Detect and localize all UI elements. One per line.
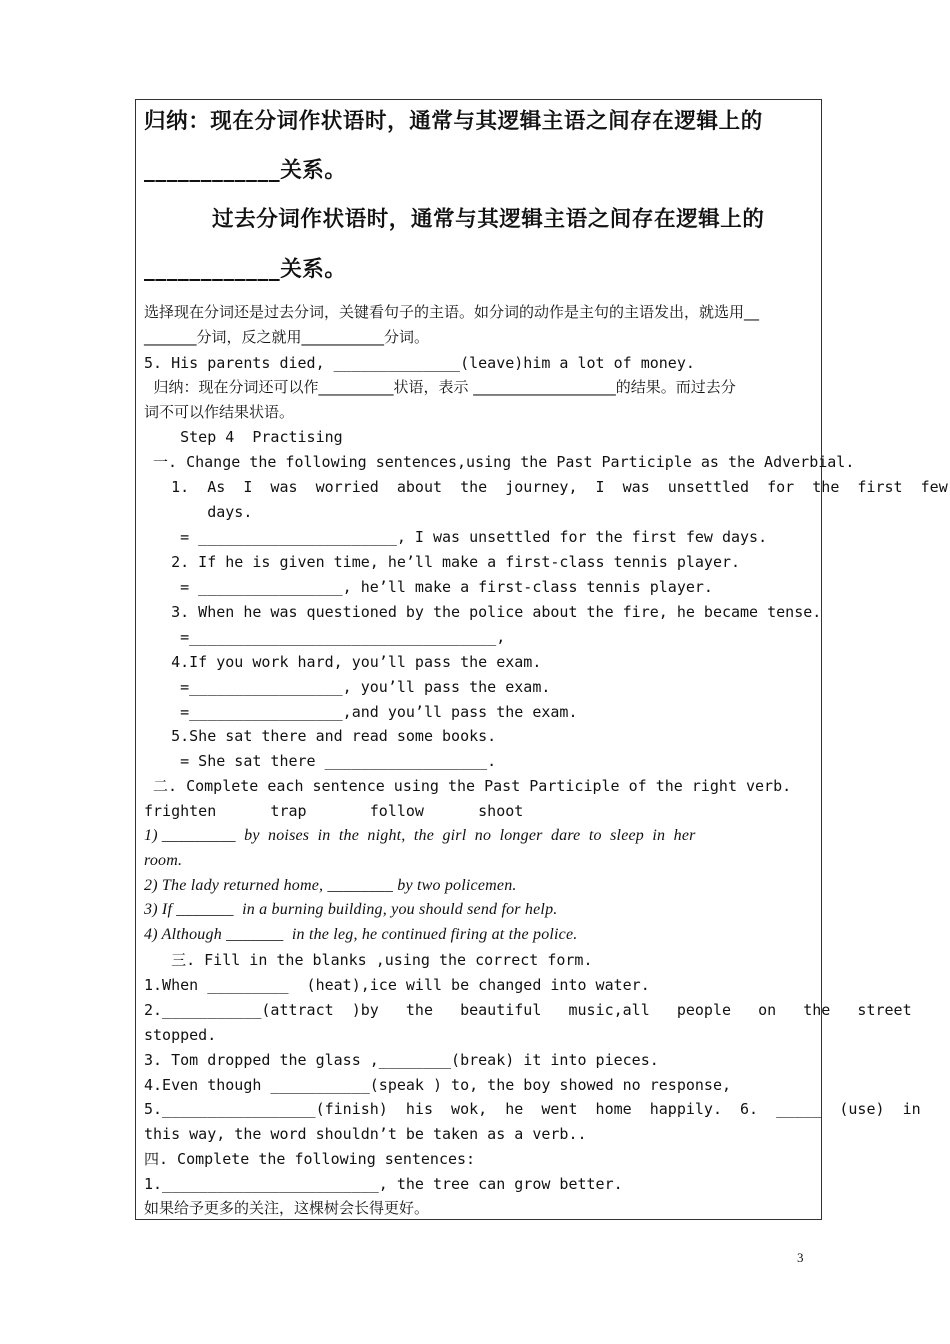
part3-line: 1.When _________ (heat),ice will be changed into water. <box>144 976 650 994</box>
part2-heading: 二. Complete each sentence using the Past Participle of the right verb. <box>144 777 792 795</box>
part2-line: 4) Although _______ in the leg, he continued firing at the police. <box>144 926 578 943</box>
part3-line: this way, the word shouldn’t be taken as a verb.. <box>144 1125 587 1143</box>
part4-line-2: 如果给予更多的关注，这棵树会长得更好。 <box>144 1199 430 1217</box>
part1-line: = She sat there __________________. <box>144 752 497 770</box>
part2-line: 3) If _______ in a burning building, you should send for help. <box>144 901 558 918</box>
rule-line-2: _______分词，反之就用___________分词。 <box>144 328 430 346</box>
part3-heading: 三. Fill in the blanks ,using the correct form. <box>144 951 593 969</box>
part1-line: 3. When he was questioned by the police about the fire, he became tense. <box>144 603 822 621</box>
part1-line: =_________________, you’ll pass the exam. <box>144 678 551 696</box>
part2-line: 1) _________ by noises in the night, the girl no longer dare to sleep in her <box>144 827 696 844</box>
part1-line: 4.If you work hard, you’ll pass the exam. <box>144 653 542 671</box>
example-5: 5. His parents died, ______________(leave)him a lot of money. <box>144 354 695 372</box>
part3-line: 2.___________(attract )by the beautiful music,all people on the street <box>144 1001 912 1019</box>
part1-line: = ________________, he’ll make a first-class tennis player. <box>144 578 713 596</box>
part1-line: 5.She sat there and read some books. <box>144 727 497 745</box>
part4-heading: 四. Complete the following sentences: <box>144 1150 476 1168</box>
part4-line-1: 1.________________________, the tree can grow better. <box>144 1175 623 1193</box>
summary-line-4: ____________关系。 <box>144 257 347 282</box>
part2-word-bank: frighten trap follow shoot <box>144 802 524 820</box>
part1-line: days. <box>144 503 253 521</box>
part2-line: 2) The lady returned home, ________ by two policemen. <box>144 877 517 894</box>
summary-line-2: ____________关系。 <box>144 158 347 183</box>
part3-line: 4.Even though ___________(speak ) to, the boy showed no response, <box>144 1076 731 1094</box>
rule-line-1: 选择现在分词还是过去分词，关键看句子的主语。如分词的动作是主句的主语发出，就选用__ <box>144 303 760 321</box>
part1-line: =__________________________________, <box>144 628 506 646</box>
part1-line: 2. If he is given time, he’ll make a first-class tennis player. <box>144 553 741 571</box>
step-4-heading: Step 4 Practising <box>144 428 343 446</box>
part3-line: stopped. <box>144 1026 217 1044</box>
part3-line: 5._________________(finish) his wok, he went home happily. 6. _____ (use) in <box>144 1100 921 1118</box>
summary2-line-2: 词不可以作结果状语。 <box>144 403 295 421</box>
summary2-line-1: 归纳：现在分词还可以作__________状语，表示 ___________________的结果。而过去分 <box>144 378 736 396</box>
summary-line-3: 过去分词作状语时，通常与其逻辑主语之间存在逻辑上的 <box>212 207 765 232</box>
part3-line: 3. Tom dropped the glass ,________(break) it into pieces. <box>144 1051 659 1069</box>
summary-line-1: 归纳：现在分词作状语时，通常与其逻辑主语之间存在逻辑上的 <box>144 109 763 134</box>
page-number: 3 <box>797 1250 804 1265</box>
part2-line: room. <box>144 852 183 869</box>
part1-line: 1. As I was worried about the journey, I was unsettled for the first few <box>144 478 948 496</box>
part1-heading: 一. Change the following sentences,using the Past Participle as the Adverbial. <box>144 453 855 471</box>
part1-line: = ______________________, I was unsettled for the first few days. <box>144 528 768 546</box>
part1-line: =_________________,and you’ll pass the exam. <box>144 703 578 721</box>
